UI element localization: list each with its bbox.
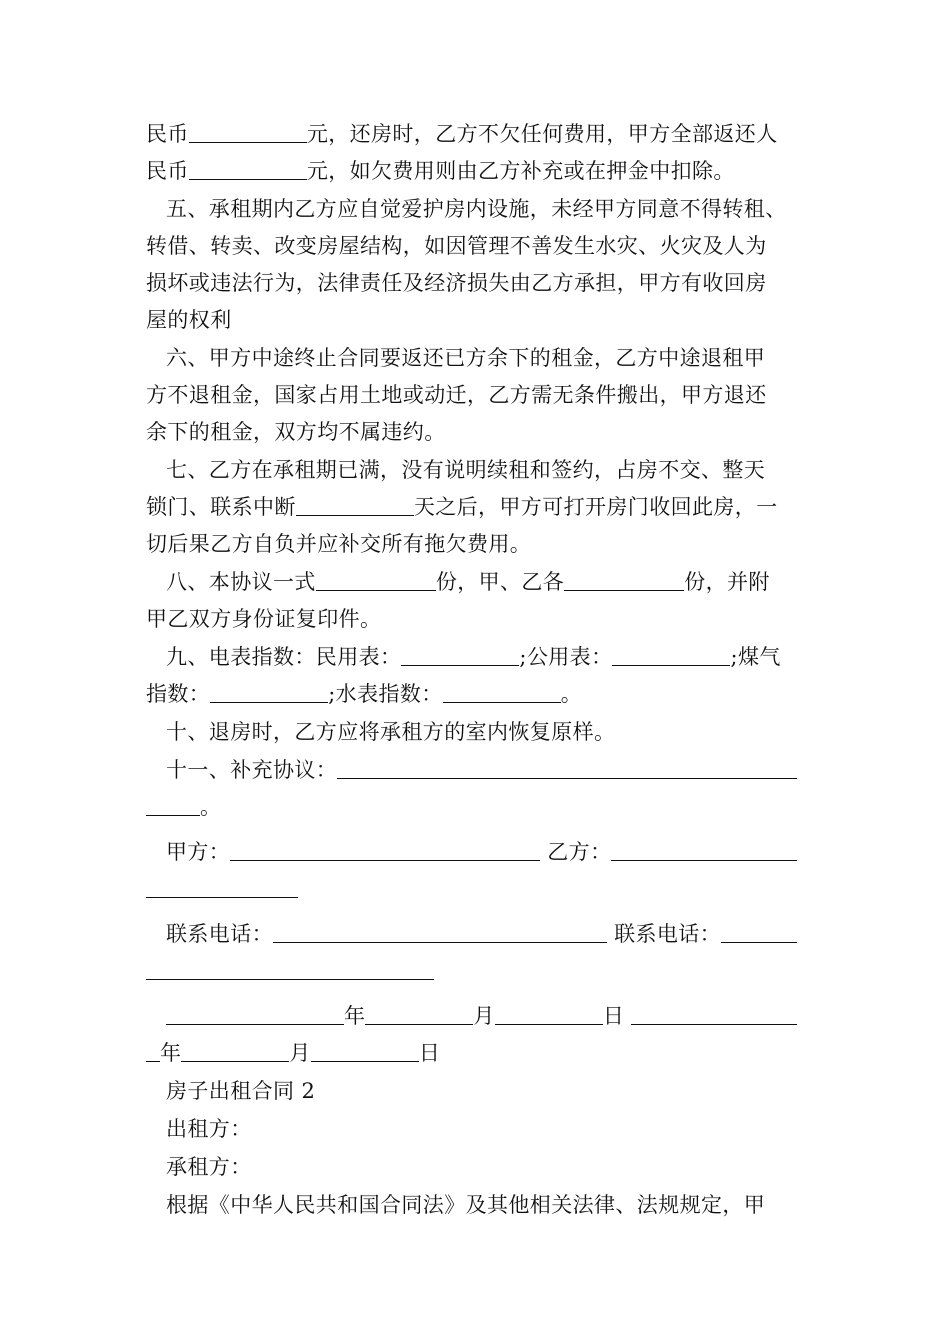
blank-field[interactable]	[146, 1039, 160, 1062]
text: 日	[418, 1041, 441, 1065]
clause-9-line-2	[146, 676, 810, 713]
blank-field[interactable]	[189, 157, 307, 180]
party-line-1	[146, 834, 810, 871]
clause-10: 十、退房时，乙方应将承租方的室内恢复原样。	[166, 720, 616, 744]
tel-a-label: 联系电话：	[166, 922, 273, 946]
party-b-field[interactable]	[611, 838, 797, 861]
tel-line-1	[146, 916, 810, 953]
blank-field[interactable]	[495, 1002, 603, 1025]
blank-field[interactable]	[189, 120, 307, 143]
clause-7-line-2	[146, 489, 810, 526]
clause-5-line-2: 转借、转卖、改变房屋结构，如因管理不善发生水灾、火灾及人为	[146, 234, 767, 258]
blank-field[interactable]	[296, 493, 414, 516]
deposit-line-1	[146, 116, 810, 153]
text: 。	[560, 682, 583, 706]
clause-7-line-1: 七、乙方在承租期已满，没有说明续租和签约，占房不交、整天	[166, 458, 766, 482]
blank-field[interactable]	[401, 643, 519, 666]
tel-a-field[interactable]	[273, 920, 607, 943]
clause-7-line-3: 切后果乙方自负并应补交所有拖欠费用。	[146, 532, 532, 556]
blank-field[interactable]	[443, 680, 561, 703]
document-page	[146, 116, 810, 1224]
blank-field[interactable]	[166, 1002, 344, 1025]
party-a-field[interactable]	[230, 838, 540, 861]
text: 九、电表指数：民用表：	[166, 645, 402, 669]
text: 日	[602, 1004, 625, 1028]
clause-6-line-3: 余下的租金，双方均不属违约。	[146, 420, 446, 444]
tel-b-label: 联系电话：	[614, 922, 722, 946]
party-b-label: 乙方：	[547, 840, 612, 864]
blank-field[interactable]	[210, 680, 328, 703]
deposit-line-2	[146, 153, 810, 190]
blank-field[interactable]	[146, 793, 200, 816]
clause-5-line-1: 五、承租期内乙方应自觉爱护房内设施，未经甲方同意不得转租、	[166, 197, 787, 221]
contract-2-title: 房子出租合同 2	[166, 1079, 316, 1103]
text: 月	[289, 1041, 311, 1065]
tel-b-field[interactable]	[721, 920, 797, 943]
text: 民币	[146, 122, 189, 146]
clause-5-line-3: 损坏或违法行为，法律责任及经济损失由乙方承担，甲方有收回房	[146, 271, 767, 295]
tel-line-2	[146, 953, 810, 990]
text: 份，并附	[684, 570, 770, 594]
blank-field[interactable]	[316, 568, 436, 591]
date-line-1	[146, 998, 810, 1035]
clause-11-line-1	[146, 752, 810, 789]
legal-basis: 根据《中华人民共和国合同法》及其他相关法律、法规规定，甲	[166, 1193, 766, 1217]
blank-field[interactable]	[311, 1039, 419, 1062]
clause-6-line-1: 六、甲方中途终止合同要返还已方余下的租金，乙方中途退租甲	[166, 346, 766, 370]
text: ;公用表：	[519, 645, 613, 669]
clause-5-line-4: 屋的权利	[146, 308, 232, 332]
lessee-label: 承租方：	[166, 1155, 252, 1179]
blank-field[interactable]	[146, 875, 298, 898]
blank-field[interactable]	[612, 643, 730, 666]
party-line-2	[146, 871, 810, 908]
blank-field[interactable]	[631, 1002, 797, 1025]
text: 天之后，甲方可打开房门收回此房，一	[413, 495, 778, 519]
text: 月	[473, 1004, 495, 1028]
text: 元，如欠费用则由乙方补充或在押金中扣除。	[306, 159, 735, 183]
blank-field[interactable]	[337, 756, 797, 779]
clause-11-line-2	[146, 789, 810, 826]
clause-9-line-1	[146, 639, 810, 676]
blank-field[interactable]	[564, 568, 684, 591]
text: 年	[160, 1041, 182, 1065]
text: 。	[200, 795, 222, 819]
text: ;水表指数：	[328, 682, 443, 706]
text: 元，还房时，乙方不欠任何费用，甲方全部返还人	[306, 122, 778, 146]
clause-8-line-2: 甲乙双方身份证复印件。	[146, 607, 382, 631]
clause-8-line-1	[146, 564, 810, 601]
text: 指数：	[146, 682, 211, 706]
text: 份，甲、乙各	[435, 570, 565, 594]
date-line-2	[146, 1035, 810, 1072]
lessor-label: 出租方：	[166, 1117, 252, 1141]
text: 年	[344, 1004, 366, 1028]
text: 十一、补充协议：	[166, 758, 338, 782]
clause-6-line-2: 方不退租金，国家占用土地或动迁，乙方需无条件搬出，甲方退还	[146, 383, 767, 407]
blank-field[interactable]	[146, 957, 434, 980]
blank-field[interactable]	[365, 1002, 473, 1025]
party-a-label: 甲方：	[166, 840, 231, 864]
text: ;煤气	[730, 645, 781, 669]
blank-field[interactable]	[181, 1039, 289, 1062]
text: 民币	[146, 159, 189, 183]
text: 锁门、联系中断	[146, 495, 296, 519]
text: 八、本协议一式	[166, 570, 316, 594]
